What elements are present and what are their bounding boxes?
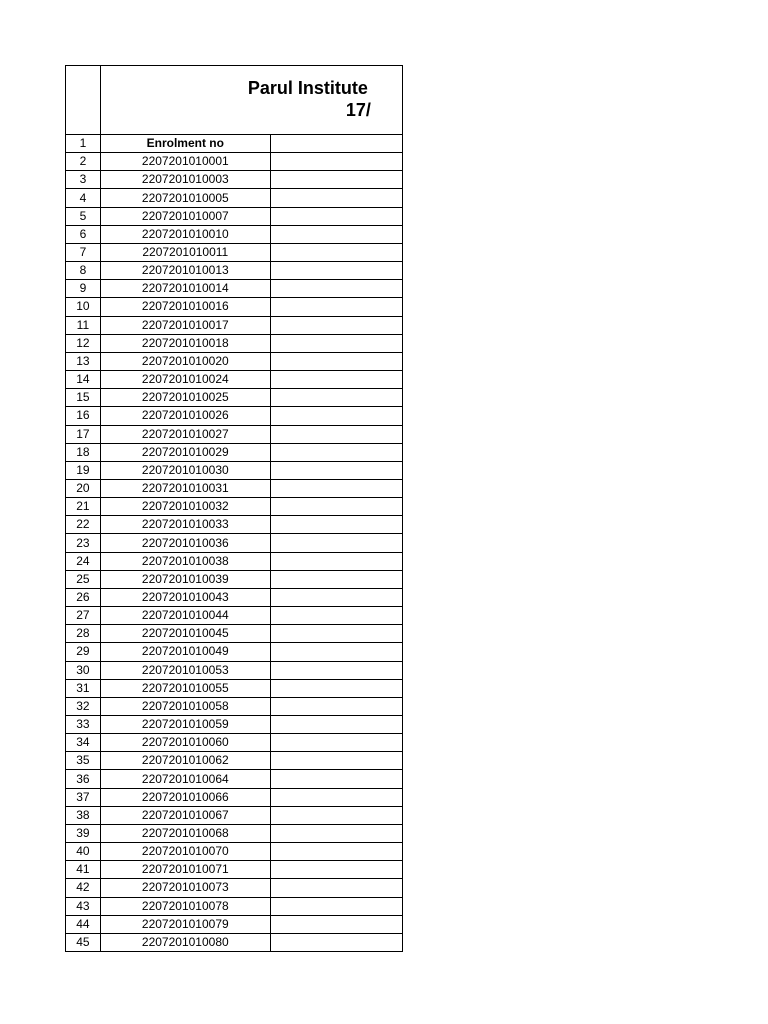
table-row — [66, 570, 403, 588]
table-row — [66, 498, 403, 516]
table-row — [66, 262, 403, 280]
row-number-cell: 32 — [66, 697, 101, 715]
row-number-cell: 40 — [66, 843, 101, 861]
table-row — [66, 516, 403, 534]
table-row — [66, 371, 403, 389]
row-number-cell: 33 — [66, 716, 101, 734]
table-row — [66, 716, 403, 734]
enrolment-table — [65, 65, 403, 952]
row-number-cell: 5 — [66, 207, 101, 225]
enrolment-number-cell: 2207201010064 — [100, 770, 270, 788]
empty-cell — [270, 661, 402, 679]
table-row — [66, 661, 403, 679]
empty-cell — [270, 189, 402, 207]
table-row — [66, 189, 403, 207]
empty-cell — [270, 570, 402, 588]
table-row — [66, 280, 403, 298]
table-row — [66, 443, 403, 461]
empty-cell — [270, 625, 402, 643]
empty-cell — [270, 153, 402, 171]
row-number-cell: 17 — [66, 425, 101, 443]
row-number-cell: 15 — [66, 389, 101, 407]
row-number-cell: 45 — [66, 933, 101, 951]
enrolment-number-cell: 2207201010062 — [100, 752, 270, 770]
row-number-cell: 14 — [66, 371, 101, 389]
table-row — [66, 425, 403, 443]
empty-cell — [270, 280, 402, 298]
empty-cell — [270, 843, 402, 861]
empty-cell — [270, 207, 402, 225]
enrolment-number-cell: 2207201010005 — [100, 189, 270, 207]
enrolment-number-cell: 2207201010053 — [100, 661, 270, 679]
table-row — [66, 407, 403, 425]
empty-cell — [270, 806, 402, 824]
empty-cell — [270, 316, 402, 334]
row-number-cell: 1 — [66, 135, 101, 153]
enrolment-number-cell: 2207201010010 — [100, 225, 270, 243]
enrolment-number-cell: 2207201010068 — [100, 824, 270, 842]
table-row — [66, 207, 403, 225]
table-row — [66, 479, 403, 497]
table-row — [66, 933, 403, 951]
table-row — [66, 788, 403, 806]
empty-cell — [270, 135, 402, 153]
row-number-cell: 23 — [66, 534, 101, 552]
table-row — [66, 770, 403, 788]
enrolment-number-cell: 2207201010078 — [100, 897, 270, 915]
enrolment-number-cell: 2207201010025 — [100, 389, 270, 407]
enrolment-number-cell: 2207201010055 — [100, 679, 270, 697]
empty-cell — [270, 915, 402, 933]
row-number-cell: 42 — [66, 879, 101, 897]
enrolment-number-cell: 2207201010013 — [100, 262, 270, 280]
table-row — [66, 643, 403, 661]
empty-cell — [270, 716, 402, 734]
enrolment-number-cell: 2207201010018 — [100, 334, 270, 352]
empty-cell — [270, 443, 402, 461]
row-number-cell: 13 — [66, 352, 101, 370]
enrolment-number-cell: 2207201010044 — [100, 607, 270, 625]
row-number-cell: 41 — [66, 861, 101, 879]
row-number-cell: 16 — [66, 407, 101, 425]
row-number-cell: 37 — [66, 788, 101, 806]
enrolment-column-header: Enrolment no — [100, 135, 270, 153]
table-row — [66, 734, 403, 752]
institute-title: Parul Institute — [247, 78, 368, 98]
table-row — [66, 824, 403, 842]
empty-cell — [270, 334, 402, 352]
enrolment-number-cell: 2207201010031 — [100, 479, 270, 497]
row-number-cell: 7 — [66, 243, 101, 261]
row-number-cell: 43 — [66, 897, 101, 915]
table-row — [66, 225, 403, 243]
empty-cell — [270, 788, 402, 806]
table-row — [66, 679, 403, 697]
table-row — [66, 879, 403, 897]
row-number-cell: 25 — [66, 570, 101, 588]
enrolment-number-cell: 2207201010070 — [100, 843, 270, 861]
enrolment-number-cell: 2207201010045 — [100, 625, 270, 643]
row-number-cell: 36 — [66, 770, 101, 788]
empty-cell — [270, 897, 402, 915]
empty-cell — [270, 407, 402, 425]
enrolment-number-cell: 2207201010011 — [100, 243, 270, 261]
row-number-cell: 31 — [66, 679, 101, 697]
empty-cell — [270, 389, 402, 407]
empty-cell — [270, 933, 402, 951]
row-number-cell: 18 — [66, 443, 101, 461]
empty-cell — [270, 425, 402, 443]
table-row — [66, 625, 403, 643]
enrolment-number-cell: 2207201010001 — [100, 153, 270, 171]
empty-cell — [270, 461, 402, 479]
table-row — [66, 153, 403, 171]
row-number-cell: 22 — [66, 516, 101, 534]
empty-cell — [270, 770, 402, 788]
table-row — [66, 697, 403, 715]
empty-cell — [270, 552, 402, 570]
enrolment-number-cell: 2207201010016 — [100, 298, 270, 316]
empty-cell — [270, 371, 402, 389]
row-number-cell: 29 — [66, 643, 101, 661]
table-row — [66, 552, 403, 570]
empty-cell — [270, 607, 402, 625]
table-row — [66, 316, 403, 334]
enrolment-number-cell: 2207201010026 — [100, 407, 270, 425]
enrolment-number-cell: 2207201010030 — [100, 461, 270, 479]
row-number-cell: 30 — [66, 661, 101, 679]
empty-cell — [270, 479, 402, 497]
row-number-cell: 39 — [66, 824, 101, 842]
title-row — [66, 66, 403, 135]
date-title: 17/ — [345, 100, 371, 120]
row-number-cell: 10 — [66, 298, 101, 316]
table-row — [66, 334, 403, 352]
table-row — [66, 607, 403, 625]
table-row — [66, 534, 403, 552]
empty-cell — [270, 262, 402, 280]
row-number-cell: 28 — [66, 625, 101, 643]
enrolment-number-cell: 2207201010003 — [100, 171, 270, 189]
table-row — [66, 352, 403, 370]
enrolment-number-cell: 2207201010029 — [100, 443, 270, 461]
enrolment-number-cell: 2207201010066 — [100, 788, 270, 806]
empty-cell — [270, 243, 402, 261]
table-row — [66, 298, 403, 316]
table-row — [66, 588, 403, 606]
enrolment-number-cell: 2207201010038 — [100, 552, 270, 570]
enrolment-number-cell: 2207201010014 — [100, 280, 270, 298]
empty-cell — [270, 734, 402, 752]
title-row-number-cell — [66, 66, 101, 135]
enrolment-number-cell: 2207201010071 — [100, 861, 270, 879]
enrolment-number-cell: 2207201010020 — [100, 352, 270, 370]
enrolment-number-cell: 2207201010024 — [100, 371, 270, 389]
empty-cell — [270, 498, 402, 516]
table-row — [66, 915, 403, 933]
empty-cell — [270, 697, 402, 715]
enrolment-number-cell: 2207201010043 — [100, 588, 270, 606]
table-row — [66, 843, 403, 861]
enrolment-number-cell: 2207201010073 — [100, 879, 270, 897]
row-number-cell: 21 — [66, 498, 101, 516]
row-number-cell: 8 — [66, 262, 101, 280]
row-number-cell: 34 — [66, 734, 101, 752]
row-number-cell: 3 — [66, 171, 101, 189]
empty-cell — [270, 824, 402, 842]
table-row — [66, 861, 403, 879]
enrolment-number-cell: 2207201010067 — [100, 806, 270, 824]
row-number-cell: 35 — [66, 752, 101, 770]
empty-cell — [270, 298, 402, 316]
column-header-row — [66, 135, 403, 153]
row-number-cell: 24 — [66, 552, 101, 570]
enrolment-number-cell: 2207201010059 — [100, 716, 270, 734]
enrolment-number-cell: 2207201010032 — [100, 498, 270, 516]
table-row — [66, 461, 403, 479]
row-number-cell: 11 — [66, 316, 101, 334]
row-number-cell: 19 — [66, 461, 101, 479]
enrolment-number-cell: 2207201010079 — [100, 915, 270, 933]
empty-cell — [270, 879, 402, 897]
row-number-cell: 44 — [66, 915, 101, 933]
row-number-cell: 9 — [66, 280, 101, 298]
empty-cell — [270, 588, 402, 606]
row-number-cell: 27 — [66, 607, 101, 625]
enrolment-number-cell: 2207201010080 — [100, 933, 270, 951]
enrolment-number-cell: 2207201010027 — [100, 425, 270, 443]
row-number-cell: 26 — [66, 588, 101, 606]
empty-cell — [270, 352, 402, 370]
empty-cell — [270, 643, 402, 661]
table-row — [66, 752, 403, 770]
table-row — [66, 389, 403, 407]
enrolment-number-cell: 2207201010039 — [100, 570, 270, 588]
row-number-cell: 12 — [66, 334, 101, 352]
enrolment-number-cell: 2207201010060 — [100, 734, 270, 752]
enrolment-number-cell: 2207201010007 — [100, 207, 270, 225]
enrolment-number-cell: 2207201010017 — [100, 316, 270, 334]
table-row — [66, 897, 403, 915]
row-number-cell: 20 — [66, 479, 101, 497]
enrolment-number-cell: 2207201010058 — [100, 697, 270, 715]
enrolment-number-cell: 2207201010033 — [100, 516, 270, 534]
empty-cell — [270, 516, 402, 534]
row-number-cell: 2 — [66, 153, 101, 171]
empty-cell — [270, 534, 402, 552]
empty-cell — [270, 861, 402, 879]
table-row — [66, 806, 403, 824]
empty-cell — [270, 225, 402, 243]
row-number-cell: 38 — [66, 806, 101, 824]
empty-cell — [270, 171, 402, 189]
empty-cell — [270, 679, 402, 697]
table-row — [66, 243, 403, 261]
empty-cell — [270, 752, 402, 770]
row-number-cell: 6 — [66, 225, 101, 243]
row-number-cell: 4 — [66, 189, 101, 207]
table-row — [66, 171, 403, 189]
enrolment-number-cell: 2207201010036 — [100, 534, 270, 552]
enrolment-number-cell: 2207201010049 — [100, 643, 270, 661]
title-cell — [100, 66, 402, 135]
